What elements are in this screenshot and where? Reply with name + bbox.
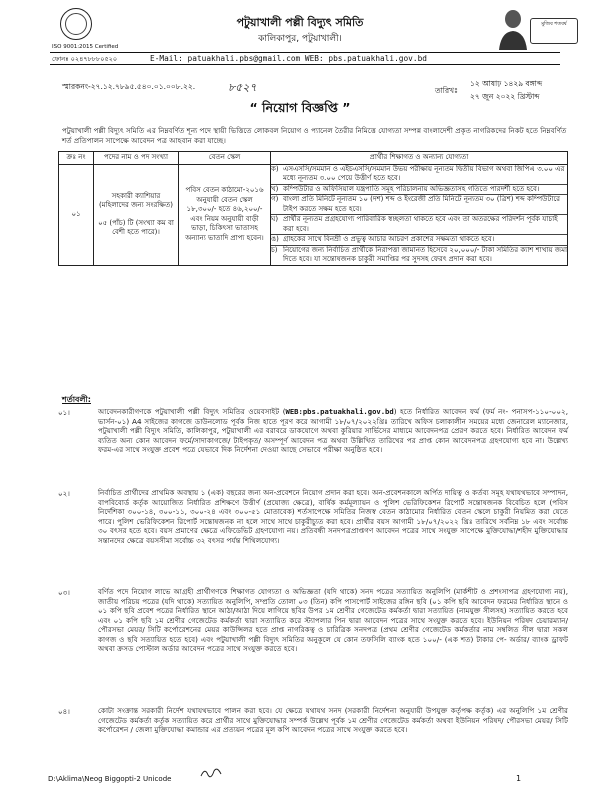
page-number: 1 bbox=[516, 774, 522, 783]
qualification-item: খ) কম্পিউটার ও অফিসিয়াল যন্ত্রপাতি সমূহ পরিচালনায় অভিজ্ঞতাসহ গতিতে পারদর্শী হতে হবে। bbox=[271, 185, 567, 196]
post-count: ০৫ (পাঁচ) টি (সংখ্যা কম বা বেশী হতে পারে)। bbox=[98, 218, 174, 236]
date-english: ২৭ জুন ২০২২ খ্রিস্টাব্দ bbox=[470, 92, 540, 101]
date-label: তারিখঃ bbox=[435, 86, 458, 95]
memo-handwritten-number: ৮৫২৭ bbox=[228, 81, 257, 94]
post-cell bbox=[94, 164, 179, 265]
serial-cell: ০১ bbox=[59, 164, 94, 265]
conditions-title: শর্তাবলী: bbox=[62, 395, 91, 404]
qualification-item: ক) এসএসসি/সমমান ও এইচএসসি/সমমান উভয় পরীক্ষায় নূন্যতম দ্বিতীয় বিভাগ অথবা জিপিএ ৩.০০ এর মধ্যে নূন্যতম ৩.০০ পেয়ে উত্তীর্ণ হতে হবে। bbox=[271, 165, 567, 185]
date-bangla: ১২ আষাঢ় ১৪২৯ বঙ্গাব্দ bbox=[470, 79, 543, 88]
col-qualification: প্রার্থীর শিক্ষাগত ও অন্যান্য যোগ্যতা bbox=[271, 152, 568, 165]
contact-line: E-Mail: patuakhali.pbs@gmail.com WEB: pbs.patuakhali.gov.bd bbox=[150, 54, 427, 63]
condition-item: ০৪। কোটা সংক্রান্ত সরকারী নির্দেশ যথাযথভাবে পালন করা হবে। যে ক্ষেত্রে যথাযথ সনদ (সরকারী নির্দেশনা অনুযায়ী উপযুক্ত কর্তৃপক্ষ কর্তৃক) এর অনুলিপি ১ম শ্রেণীর গেজেটেড কর্মকর্তা কর্তৃক সত্যায়িত করে প্রার্থীর সাথে মুক্তিযোদ্ধার সম্পর্ক উল্লেখ পূর্বক ১ম শ্রেণীর গেজেটেড কর্মকর্তা অথবা ইউনিয়ন পরিষদ/ পৌরসভা মেয়র/ সিটি কর্পোরেশন / জেলা মুক্তিযোদ্ধা কমান্ডার এর প্রত্যয়ন পত্রের মূল কপি আবেদন পত্রের সাথে সংযুক্ত করতে হবে। bbox=[58, 706, 568, 734]
notice-title: “ নিয়োগ বিজ্ঞপ্তি ” bbox=[249, 100, 351, 115]
organization-location: কালিকাপুর, পটুয়াখালী। bbox=[258, 34, 342, 44]
post-name: সহকারী ক্যাশিয়ার (মহিলাদের জন্য সংরক্ষিত) bbox=[99, 191, 173, 209]
qualification-item: ঙ) গ্রাহকের সাথে বিনম্রী ও প্রভুত্ব আচার আচরণ প্রকাশের সক্ষমতা থাকতে হবে। bbox=[271, 235, 567, 246]
intro-paragraph: পটুয়াখালী পল্লী বিদ্যুৎ সমিতি এর নিম্নবর্ণিত শূন্য পদে স্থায়ী ভিত্তিতে লোকবল নিয়োগ ও প্যানেল তৈরীর নিমিত্তে যোগ্যতা সম্পন্ন বাংলাদেশী প্রকৃত নাগরিকদের নিকট হতে নিম্নবর্ণিত শর্ত প্রতিপালন সাপেক্ষে আবেদন পত্র আহবান করা যাচ্ছে। bbox=[62, 126, 567, 145]
condition-item: ০২। নির্বাচিত প্রার্থীদের প্রাথমিক অবস্থায় ১ (এক) বছরের জন্য অন-প্রবেশনে নিয়োগ প্রদান করা হবে। অন-প্রবেশনকালে অর্পিত দায়িত্ব ও কর্তব্য সমূহ যথাযথভাবে সম্পাদন, বাপবিবোর্ড কর্তৃক আয়োজিত নির্ধারিত প্রশিক্ষণে উত্তীর্ণ (প্রযোজ্য ক্ষেত্রে), বার্ষিক কর্মমূল্যায়ন ও পুলিশ ভেরিফিকেশন রিপোর্ট সন্তোষজনক বিবেচিত হলে (পবিস নির্দেশিকা ৩০০-১৪, ৩০০-১১, ৩০০-২৪ এবং ৩০০-৫১ মোতাবেক) শর্তসাপেক্ষে সমিতির নিজস্ব বেতন কাঠামোর নির্ধারিত বেতন স্কেলে চাকুরী নিয়মিত করা যেতে পারে। পুলিশ ভেরিফিকেশন রিপোর্ট সন্তোষজনক না হলে সাথে সাথে চাকুরীচ্যুত করা হবে। প্রার্থীর বয়স আগামী ১৮/০৭/২০২২ খ্রিঃ তারিখে সর্বনিম্ন ১৮ এবং সর্বোচ্চ ৩০ বৎসর হতে হবে। বয়স প্রমাণের ক্ষেত্রে এফিডেভিট গ্রহণযোগ্য নয়। প্রতিবন্ধী সনদপত্রপ্রাপ্তগণ আবেদন পত্রের সাথে সংযুক্ত সাপেক্ষে মুক্তিযোদ্ধা/শহীদ মুক্তিযোদ্ধার সন্তানদের ক্ষেত্রে বয়সসীমা সর্বোচ্চ ৩২ বৎসর পর্যন্ত শিথিলযোগ্য। bbox=[58, 488, 568, 545]
organization-name: পটুয়াখালী পল্লী বিদ্যুৎ সমিতি bbox=[236, 16, 364, 29]
table-row bbox=[59, 164, 568, 265]
post-table bbox=[58, 151, 568, 266]
table-header-row bbox=[59, 152, 568, 165]
centenary-seal: মুজিব শতবর্ষ bbox=[530, 18, 578, 44]
qualification-item: গ) বাংলা প্রতি মিনিটে নূন্যতম ১০ (দশ) শব্দ ও ইংরেজী প্রতি মিনিটে নূন্যতম ৩০ (ত্রিশ) শব্দ কম্পিউটারে টাইপ করতে সক্ষম হতে হবে। bbox=[271, 195, 567, 215]
qualification-item: চ) নিয়োগের জন্য নির্বাচিত প্রার্থীকে নিরাপত্তা জামানত হিসেবে ২০,০০০/- টাকা সমিতির ক্যাশ শাখায় জমা দিতে হবে। যা সন্তোষজনক চাকুরী সমাপ্তির পর সুদসহ ফেরৎ প্রদান করা হবে। bbox=[271, 245, 567, 263]
header-divider bbox=[50, 52, 560, 53]
condition-item: ০১। আবেদনকারীগণকে পটুয়াখালী পল্লী বিদ্যুৎ সমিতির ওয়েবসাইট (WEB:pbs.patuakhali.gov.bd) হতে নির্ধারিত আবেদন ফর্ম (ফর্ম নং- পনাসপ-১১০-০০২, ভার্সন-০১) A4 সাইজের কাগজে ডাউনলোড পূর্বক নিজ হাতে পূরণ করে আগামী ১৮/০৭/২০২২খ্রিঃ তারিখে অফিস চলাকালীন সময়ের মধ্যে জেনারেল ম্যানেজার, পটুয়াখালী পল্লী বিদ্যুৎ সমিতি, কালিকাপুর, পটুয়াখালী এর বরাবরে ডাকযোগে অথবা কুরিয়ার সার্ভিসের মাধ্যমে আবেদনপত্র প্রেরণ করতে হবে। নির্ধারিত আবেদন ফর্ম ব্যতিত অন্য কোন আবেদন ফর্মে/সাদাকাগজে/ টাইপকৃত/ অসম্পূর্ণ আবেদন পত্র অথবা উল্লিখিত তারিখের পর প্রাপ্ত কোন আবেদনপত্র গ্রহণযোগ্য হবে না। উল্লেখ্য ফরম-এর সাথে সংযুক্ত প্রবেশ পত্রে যেভাবে দিক নির্দেশনা দেওয়া আছে সেভাবে পরীক্ষা অনুষ্ঠিত হবে। bbox=[58, 407, 568, 454]
website-link[interactable]: WEB:pbs.patuakhali.gov.bd bbox=[285, 407, 394, 416]
iso-certification: ISO 9001:2015 Certified bbox=[52, 44, 119, 50]
portrait-icon bbox=[496, 6, 530, 50]
qualification-item: ঘ) প্রার্থীর নূন্যতম প্রগ্রহযোগ্য পারিবারিক স্বচ্ছলতা থাকতে হবে এবং তা অতরক্ষের পরিদর্শন পূর্বক যাচাই করা হবে। bbox=[271, 215, 567, 235]
footer-file-path: D:\Aklima\Neog Biggopti-2 Unicode bbox=[48, 775, 172, 783]
phone-number: ফোনঃ ০২৪৭৮৮৮০৫২০ bbox=[52, 55, 118, 63]
header-divider-bottom bbox=[50, 64, 560, 65]
col-serial: ক্রঃ নং bbox=[59, 152, 94, 165]
condition-item: ০৩। বর্ণিত পদে নিয়োগ লাভে আগ্রহী প্রার্থীগণকে শিক্ষাগত যোগ্যতা ও অভিজ্ঞতা (যদি থাকে) সনদ পত্রের সত্যায়িত অনুলিপি (মার্কশীট ও প্রশংসাপত্র গ্রহণযোগ্য নয়), জাতীয় পরিচয় পত্রের (যদি থাকে) সত্যায়িত অনুলিপি, সম্প্রতি তোলা ০৩ (তিন) কপি পাসপোর্ট সাইজের রঙ্গিন ছবি (০১ কপি ছবি আবেদন ফরমের নির্ধারিত স্থানে ও ০১ কপি ছবি প্রবেশ পত্রের নির্ধারিত স্থানে আঠা/আঠা দিয়ে লাগিয়ে ছবির উপর ১ম শ্রেণীর গেজেটেড কর্মকর্তা দ্বারা সত্যায়িত (নামযুক্ত সীলসহ) সত্যায়িত করতে হবে এবং ০১ কপি ছবি ১ম শ্রেণীর গেজেটেড কর্মকর্তা দ্বারা সত্যায়িত করে স্ট্যাপলার পিন দ্বারা আবেদন পত্রের সাথে সংযুক্ত করতে হবে। ইউনিয়ন পরিষদ চেয়ারম্যান/ পৌরসভা মেয়র/ সিটি কর্পোরেশনের মেয়র কাউন্সিলর হতে প্রাপ্ত নাগরিকত্ব ও চারিত্রিক সনদপত্র (প্রথম শ্রেণীর গেজেটেড কর্মকর্তার নাম সম্বলিত সীল দ্বারা সকল কাগজ ও ছবি সত্যায়িত হতে হবে) এবং পটুয়াখালী পল্লী বিদ্যুৎ সমিতির অনুকূলে যে কোন তফসিলি ব্যাংক হতে ১০০/- (এক শত) টাকার পে- অর্ডার/ ব্যাংক ড্রাফট অথবা ক্রসড পোস্টাল অর্ডার আবেদন পত্রের সাথে সংযুক্ত করতে হবে। bbox=[58, 587, 568, 653]
col-post: পদের নাম ও পদ সংখ্যা bbox=[94, 152, 179, 165]
col-pay: বেতন স্কেল bbox=[179, 152, 271, 165]
pay-scale-cell: পবিস বেতন কাঠামো-২০১৬ অনুযায়ী বেতন স্কেল ১৮,৩০০/- হতে ৪৬,২০০/- এবং নিয়ম অনুযায়ী বাড়ী ভাড়া, চিকিৎসা ভাতাসহ অন্যান্য ভাতাদি প্রাপ্য হবেন। bbox=[179, 164, 271, 265]
qualification-cell bbox=[271, 164, 568, 265]
org-logo-icon bbox=[60, 8, 92, 40]
memo-number: স্মারকনং-২৭.১২.৭৮৯৫.৫৪০.০১.০০৮.২২. bbox=[62, 82, 196, 91]
signature-icon bbox=[200, 766, 222, 780]
